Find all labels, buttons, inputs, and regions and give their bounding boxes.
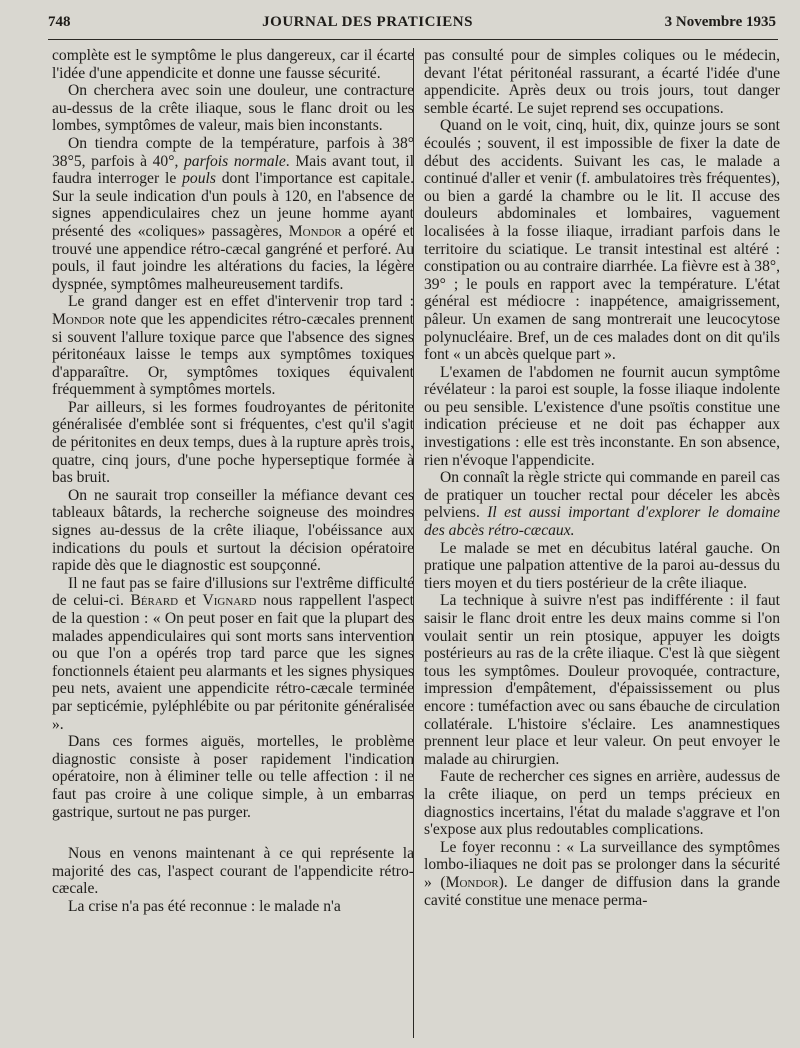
paragraph: On ne saurait trop conseiller la méfiance devant ces tableaux bâtards, la recherche soigneuse des moindres signes au-dessus de la crête iliaque, l'obéissance aux indications du pouls et surtout la décision opératoire rapide dès que le diagnostic est soupçonné.	[52, 486, 414, 575]
column-divider	[413, 48, 414, 1038]
paragraph: On connaît la règle stricte qui commande en pareil cas de pratiquer un toucher rectal pour déceler les abcès pelviens. Il est aussi important d'explorer le domaine des abcès rétro-cæcaux.	[424, 469, 780, 540]
paragraph: Il ne faut pas se faire d'illusions sur l'extrême difficulté de celui-ci. Bérard et Vignard nous rappellent l'aspect de la question : « On peut poser en fait que la plupart des malades appendiculaires qui sont morts sans intervention ou que l'on a opérés trop tard parce que les signes fonctionnels étaient peu alarmants et les signes physiques peu nets, avaient une appendicite rétro-cæcale terminée par septicémie, pyléphlébite ou par péritonite généralisée ».	[52, 574, 414, 733]
issue-date: 3 Novembre 1935	[664, 14, 776, 30]
paragraph: Faute de rechercher ces signes en arrière, audessus de la crête iliaque, on perd un temps précieux en diagnostics incertains, l'état du malade s'aggrave et l'on s'expose aux plus redoutables complications.	[424, 768, 780, 839]
paragraph: Quand on le voit, cinq, huit, dix, quinze jours se sont écoulés ; souvent, il est impossible de fixer la date de début des accidents. Suivant les cas, le malade a continué d'aller et venir (f. ambulatoires très fréquentes), ou bien a gardé la chambre ou le lit. Il accuse des douleurs abdominales et lombaires, vaguement localisées à la fosse iliaque, irradiant parfois dans le territoire du sciatique. Le transit intestinal est altéré : constipation ou au contraire diarrhée. La fièvre est à 38°, 39° ; le pouls en rapport avec la température. L'état général est médiocre : inappétence, amaigrissement, pâleur. Un examen de sang montrerait une leucocytose polynucléaire. Bref, un de ces malades dont on dit qu'ils font « un abcès quelque part ».	[424, 117, 780, 364]
author-name: Vignard	[202, 592, 257, 610]
paragraph: La technique à suivre n'est pas indifférente : il faut saisir le flanc droit entre les deux mains comme si l'on voulait sentir un rein ptosique, appuyer les doigts postérieurs au ras de la crête iliaque. C'est là que siègent tous les symptômes. Douleur provoquée, contracture, impression d'empâtement, d'épaississement ou plus encore : tuméfaction avec ou sans ébauche de circulation collatérale. L'histoire s'éclaire. Les anamnestiques prennent leur place et leur valeur. On peut envoyer le malade au chirurgien.	[424, 592, 780, 768]
paragraph: L'examen de l'abdomen ne fournit aucun symptôme révélateur : la paroi est souple, la fosse iliaque indolente ou peu sensible. L'existence d'une psoïtis constitue une indication précieuse et ne doit pas échapper aux investigations : elle est très inconstante. En son absence, rien n'évoque l'appendicite.	[424, 363, 780, 469]
paragraph: complète est le symptôme le plus dangereux, car il écarte l'idée d'une appendicite et donne une fausse sécurité.	[52, 47, 414, 82]
paragraph: On cherchera avec soin une douleur, une contracture au-dessus de la crête iliaque, sous le flanc droit ou les lombes, symptômes de valeur, mais bien inconstants.	[52, 82, 414, 135]
right-column	[424, 47, 780, 909]
emphasis: Il est aussi important d'explorer le domaine des abcès rétro-cæcaux.	[424, 504, 780, 540]
journal-title: JOURNAL DES PRATICIENS	[262, 14, 473, 30]
author-name: Mondor	[288, 222, 342, 240]
page-number: 748	[48, 14, 71, 30]
left-column	[52, 47, 414, 916]
paragraph: Le foyer reconnu : « La surveillance des symptômes lombo-iliaques ne doit pas se prolonger dans la sécurité » (Mondor). Le danger de diffusion dans la grande cavité constitue une menace perma-	[424, 838, 780, 909]
paragraph: Le malade se met en décubitus latéral gauche. On pratique une palpation attentive de la paroi au-dessus du tiers moyen et du tiers postérieur de la crête iliaque.	[424, 539, 780, 592]
paragraph: La crise n'a pas été reconnue : le malade n'a	[68, 897, 341, 915]
author-name: Mondor	[445, 873, 499, 891]
paragraph: Nous en venons maintenant à ce qui représente la majorité des cas, l'aspect courant de l'appendicite rétro-cæcale.	[52, 845, 414, 898]
header-rule	[48, 39, 778, 40]
paragraph: On tiendra compte de la température, parfois à 38° 38°5, parfois à 40°, parfois normale. Mais avant tout, il faudra interroger le pouls dont l'importance est capitale. Sur la seule indication d'un pouls à 120, en l'absence de signes appendiculaires chez un jeune homme ayant présenté des «coliques» passagères, Mondor a opéré et trouvé une appendice rétro-cæcal gangréné et perforé. Au pouls, il faut joindre les altérations du facies, la légère dyspnée, symptômes malheureusement tardifs.	[52, 134, 414, 293]
paragraph: Dans ces formes aiguës, mortelles, le problème diagnostic consiste à poser rapidement l'indication opératoire, non à éliminer telle ou telle affection : il ne faut pas croire à une colique simple, à un embarras gastrique, surtout ne pas purger.	[52, 733, 414, 821]
paragraph: Par ailleurs, si les formes foudroyantes de péritonite généralisée d'emblée sont si fréquentes, c'est qu'il s'agit de péritonites en deux temps, dues à la rupture après trois, quatre, cinq jours, d'une poche hyperseptique formée à bas bruit.	[52, 398, 415, 487]
paragraph: pas consulté pour de simples coliques ou le médecin, devant l'état péritonéal rassurant, a écarté l'idée d'une appendicite. Après deux ou trois jours, tout danger semble écarté. Le sujet reprend ses occupations.	[424, 47, 780, 117]
author-name: Bérard	[130, 592, 179, 610]
paragraph: Le grand danger est en effet d'intervenir trop tard : Mondor note que les appendicites rétro-cæcales prennent si souvent l'allure toxique parce que l'absence des signes péritonéaux laisse le temps aux symptômes toxiques d'apparaître. Or, symptômes toxiques équivalent fréquemment à symptômes mortels.	[52, 293, 414, 399]
author-name: Mondor	[52, 310, 105, 328]
page-header	[48, 14, 776, 38]
